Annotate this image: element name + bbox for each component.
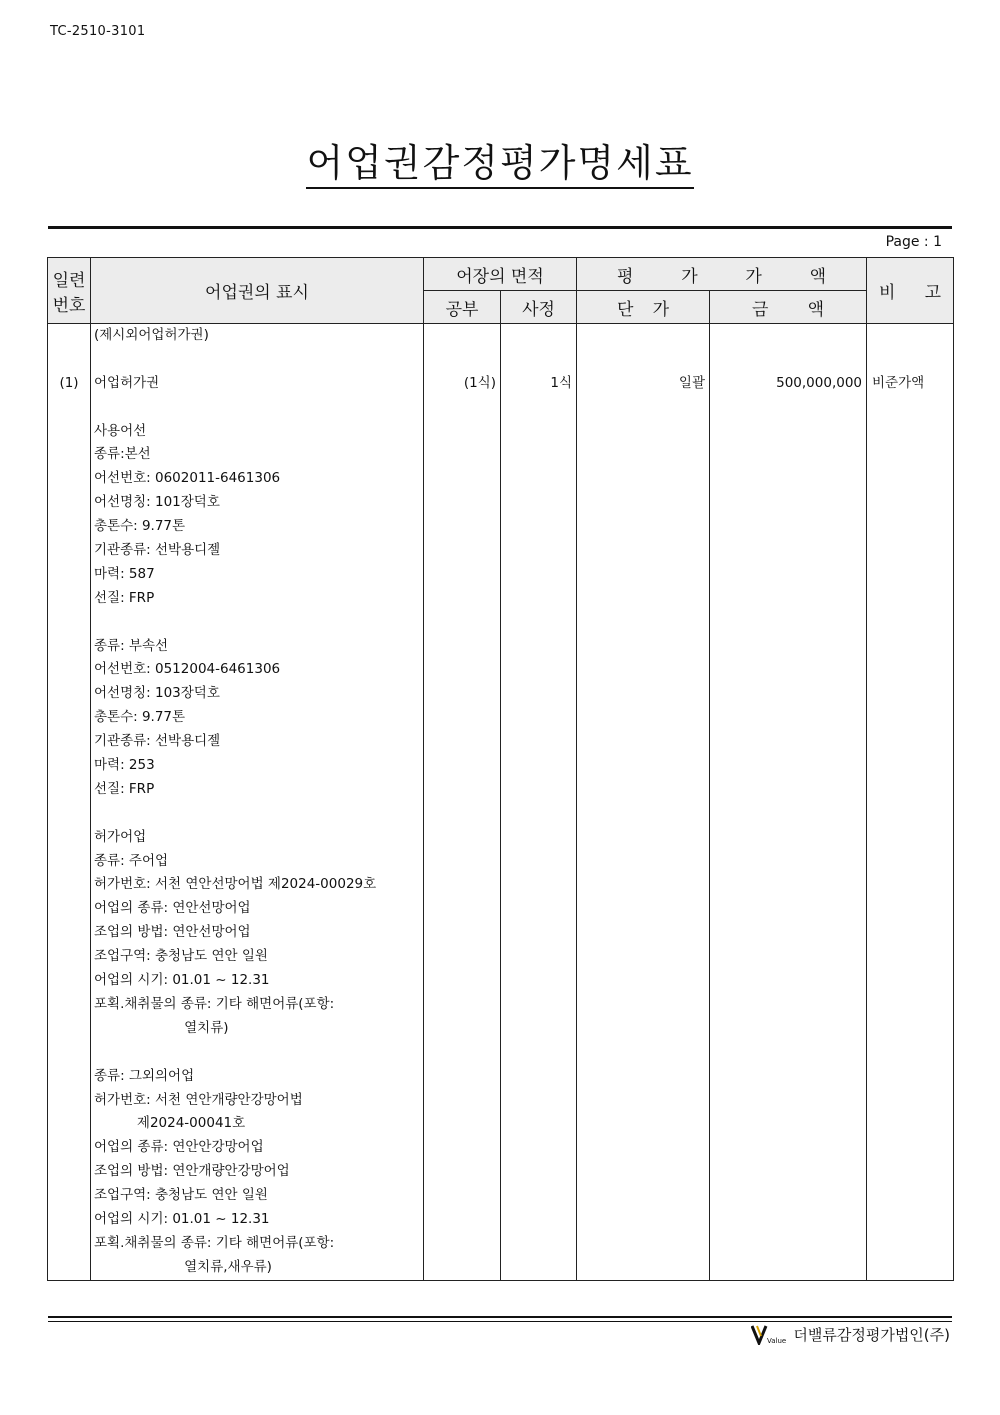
- amount-line: 500,000,000: [776, 374, 863, 391]
- header-unit-price-char1: 단: [617, 299, 634, 320]
- header-serial-line2: 번호: [52, 295, 86, 316]
- page-number: Page : 1: [885, 234, 942, 250]
- header-unit-price: [577, 291, 710, 324]
- description-line: 어업의 종류: 연안안강망어업: [94, 1139, 264, 1156]
- description-line: 종류: 주어업: [94, 852, 169, 869]
- header-area: 어장의 면적: [424, 258, 577, 291]
- description-line: 열치류,새우류): [94, 1258, 272, 1275]
- description-line: [91, 1041, 423, 1065]
- remarks-line: [867, 324, 953, 348]
- serial-cell: [48, 324, 91, 1281]
- header-description: 어업권의 표시: [91, 258, 424, 324]
- header-unit-price-char2: 가: [652, 299, 670, 320]
- header-serial: [48, 258, 91, 324]
- description-line: 어업의 종류: 연안선망어업: [94, 900, 251, 917]
- document-title-wrap: [0, 132, 1000, 187]
- serial-line: [48, 348, 90, 372]
- area-actual-line: [501, 348, 576, 372]
- header-valuation-char3: 가: [745, 266, 762, 287]
- header-remarks-char2: 고: [924, 283, 942, 303]
- description-line: 총톤수: 9.77톤: [94, 709, 186, 726]
- logo-text: Value: [767, 1337, 787, 1345]
- description-line: [91, 396, 423, 420]
- description-line: 포획.채취물의 종류: 기타 해면어류(포항:: [94, 1234, 335, 1251]
- header-valuation: [577, 258, 867, 291]
- description-line: 기관종류: 선박용디젤: [94, 733, 221, 750]
- description-line: 열치류): [94, 1019, 229, 1036]
- description-line: 조업의 방법: 연안선망어업: [94, 924, 251, 941]
- description-line: 어선명칭: 101장덕호: [94, 494, 220, 511]
- description-line: [91, 348, 423, 372]
- header-valuation-char2: 가: [681, 266, 698, 287]
- header-remarks-char1: 비: [879, 283, 896, 303]
- area-official-line: [424, 324, 500, 348]
- description-line: 제2024-00041호: [94, 1115, 246, 1132]
- description-line: (제시외어업허가권): [94, 327, 209, 343]
- unit-price-cell: [577, 324, 710, 1281]
- description-line: 총톤수: 9.77톤: [94, 518, 186, 535]
- unit-price-line: [577, 348, 709, 372]
- bottom-rule-thin: [48, 1321, 952, 1322]
- table-row: [48, 324, 954, 1281]
- description-line: 마력: 253: [94, 757, 155, 774]
- amount-line: [710, 324, 866, 348]
- header-area-official: 공부: [424, 291, 501, 324]
- document-code: TC-2510-3101: [50, 24, 146, 39]
- bottom-rule-thick: [48, 1316, 952, 1318]
- description-line: 포획.채취물의 종류: 기타 해면어류(포항:: [94, 995, 335, 1012]
- area-actual-cell: [501, 324, 577, 1281]
- description-line: 어업허가권: [94, 374, 160, 391]
- header-amount-char2: 액: [807, 299, 825, 320]
- description-line: 어선번호: 0512004-6461306: [94, 661, 281, 678]
- appraisal-table: [47, 257, 954, 1281]
- amount-line: [710, 348, 866, 372]
- unit-price-line: 일괄: [678, 374, 706, 391]
- header-amount-char1: 금: [752, 299, 769, 320]
- amount-cell: [710, 324, 867, 1281]
- description-cell: [91, 324, 424, 1281]
- description-line: 조업구역: 충청남도 연안 일원: [94, 948, 268, 965]
- company-name: 더밸류감정평가법인(주): [793, 1325, 950, 1344]
- description-line: 허가번호: 서천 연안개량안강망어법: [94, 1091, 303, 1108]
- remarks-cell: [867, 324, 954, 1281]
- description-line: 어업의 시기: 01.01 ~ 12.31: [94, 972, 270, 989]
- company-logo-icon: [751, 1323, 787, 1345]
- description-line: 종류: 부속선: [94, 637, 169, 654]
- description-line: [91, 802, 423, 826]
- area-actual-line: [501, 324, 576, 348]
- header-valuation-char1: 평: [617, 266, 634, 287]
- description-line: 허가어업: [94, 828, 147, 845]
- description-line: 조업의 방법: 연안개량안강망어업: [94, 1163, 290, 1180]
- description-line: [91, 611, 423, 635]
- description-line: 마력: 587: [94, 565, 155, 582]
- document-title: 어업권감정평가명세표: [306, 141, 693, 189]
- description-line: 어선명칭: 103장덕호: [94, 685, 220, 702]
- remarks-line: 비준가액: [872, 374, 925, 391]
- footer: [751, 1323, 950, 1345]
- header-area-actual: 사정: [501, 291, 577, 324]
- description-line: 선질: FRP: [94, 780, 155, 797]
- description-line: 어선번호: 0602011-6461306: [94, 470, 281, 487]
- description-line: 조업구역: 충청남도 연안 일원: [94, 1187, 268, 1204]
- area-official-line: [424, 348, 500, 372]
- header-amount: [710, 291, 867, 324]
- area-official-cell: [424, 324, 501, 1281]
- description-line: 종류:본선: [94, 446, 151, 463]
- header-valuation-char4: 액: [809, 266, 827, 287]
- description-line: 종류: 그외의어업: [94, 1067, 195, 1084]
- top-rule: [48, 226, 952, 229]
- area-actual-line: 1식: [550, 374, 573, 391]
- area-official-line: (1식): [463, 374, 496, 391]
- serial-line: [48, 324, 90, 348]
- description-line: 어업의 시기: 01.01 ~ 12.31: [94, 1210, 270, 1227]
- header-serial-line1: 일련: [52, 270, 86, 291]
- unit-price-line: [577, 324, 709, 348]
- description-line: 선질: FRP: [94, 589, 155, 606]
- description-line: 사용어선: [94, 422, 147, 439]
- description-line: 기관종류: 선박용디젤: [94, 542, 221, 559]
- header-remarks: [867, 258, 954, 324]
- remarks-line: [867, 348, 953, 372]
- description-line: 허가번호: 서천 연안선망어법 제2024-00029호: [94, 876, 377, 893]
- serial-line: (1): [59, 374, 79, 391]
